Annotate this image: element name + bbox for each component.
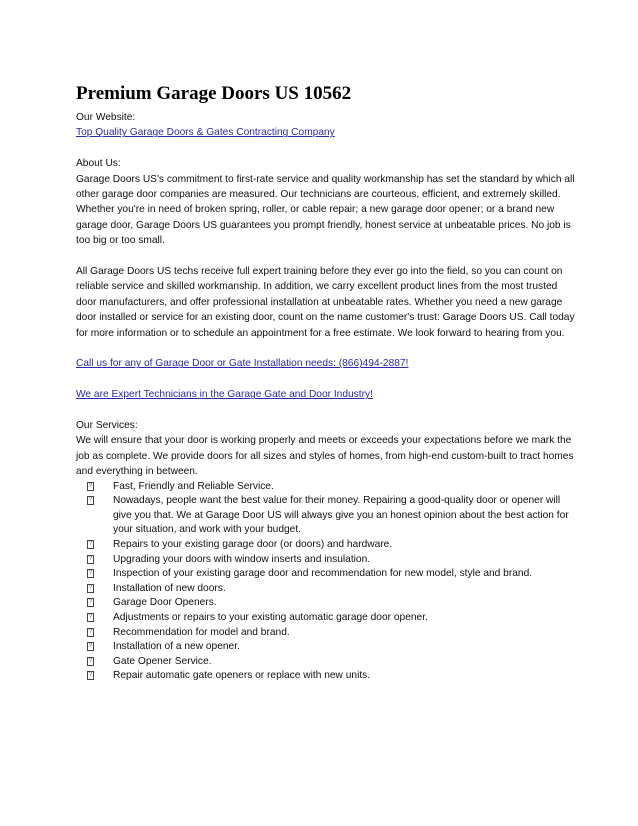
website-label: Our Website: — [76, 112, 136, 123]
experts-link[interactable]: We are Expert Technicians in the Garage Gate and Door Industry! — [76, 389, 373, 401]
missing-glyph-bullet-icon: ? — [88, 570, 93, 577]
spacer — [76, 403, 578, 418]
missing-glyph-bullet-icon: ? — [88, 482, 93, 489]
missing-glyph-bullet-icon: ? — [88, 628, 93, 635]
services-list — [76, 480, 578, 684]
service-item-text: Inspection of your existing garage door and recommendation for new model, style and brand. — [113, 568, 533, 580]
service-item — [88, 596, 578, 611]
about-paragraph-2: All Garage Doors US techs receive full expert training before they ever go into the field, so you can count on reliable service and skilled workmanship. In addition, we carry excellent product lines from the most trusted door manufacturers, and offer professional installation at unbeatable rates. Whether you need a new garage door installed or service for an existing door, count on the name customer's trust: Garage Doors US. Call today for more information or to schedule an appointment for a free estimate. We look forward to hearing from you. — [76, 266, 575, 339]
page-title: Premium Garage Doors US 10562 — [76, 83, 352, 104]
service-item-text: Installation of new doors. — [113, 582, 226, 594]
service-item-text: Upgrading your doors with window inserts and insulation. — [113, 553, 371, 565]
service-item — [88, 655, 578, 670]
missing-glyph-bullet-icon: ? — [88, 657, 93, 664]
service-item-text: Adjustments or repairs to your existing automatic garage door opener. — [113, 612, 428, 624]
service-item-text: Repair automatic gate openers or replace with new units. — [113, 670, 371, 682]
service-item — [88, 480, 578, 495]
website-link-line — [76, 125, 578, 140]
service-item — [88, 626, 578, 641]
about-paragraph-1: Garage Doors US's commitment to first-rate service and quality workmanship has set the standard by which all other garage door companies are measured. Our technicians are courteous, efficient, and extremely skilled. Whether you're in need of broken spring, roller, or cable repair; a new garage door opener; or a brand new garage door, Garage Doors US guarantees you prompt friendly, honest service at unbeatable prices. No job is too big or too small. — [76, 173, 575, 247]
call-link-line — [76, 356, 578, 371]
services-intro: We will ensure that your door is working properly and meets or exceeds your expectations before we mark the job as complete. We provide doors for all sizes and styles of homes, from high-end custom-built to tract homes and everything in between. — [76, 435, 574, 478]
spacer — [76, 141, 578, 156]
call-link[interactable]: Call us for any of Garage Door or Gate Installation needs: (866)494-2887! — [76, 358, 409, 370]
service-item-text: Garage Door Openers. — [113, 597, 217, 609]
service-item — [88, 611, 578, 626]
service-item — [88, 553, 578, 568]
website-link[interactable]: Top Quality Garage Doors & Gates Contracting Company — [76, 127, 335, 139]
service-item-text: Repairs to your existing garage door (or doors) and hardware. — [113, 539, 393, 551]
spacer — [76, 249, 578, 264]
service-item — [88, 582, 578, 597]
service-item-text: Fast, Friendly and Reliable Service. — [113, 480, 274, 492]
missing-glyph-bullet-icon: ? — [88, 643, 93, 650]
service-item-text: Recommendation for model and brand. — [113, 626, 290, 638]
service-item — [88, 567, 578, 582]
missing-glyph-bullet-icon: ? — [88, 497, 93, 504]
service-item-text: Gate Opener Service. — [113, 655, 212, 667]
spacer — [76, 341, 578, 356]
service-item-text: Nowadays, people want the best value for their money. Repairing a good-quality door or opener will give you that. We at Garage Door US will always give you an honest opinion about the best action for your situation, and work with your budget. — [113, 495, 569, 536]
missing-glyph-bullet-icon: ? — [88, 555, 93, 562]
service-item — [88, 494, 578, 538]
service-item — [88, 538, 578, 553]
spacer — [76, 372, 578, 387]
service-item — [88, 669, 578, 684]
missing-glyph-bullet-icon: ? — [88, 599, 93, 606]
experts-link-line — [76, 387, 578, 402]
missing-glyph-bullet-icon: ? — [88, 541, 93, 548]
missing-glyph-bullet-icon: ? — [88, 614, 93, 621]
service-item-text: Installation of a new opener. — [113, 641, 240, 653]
missing-glyph-bullet-icon: ? — [88, 672, 93, 679]
missing-glyph-bullet-icon: ? — [88, 584, 93, 591]
service-item — [88, 640, 578, 655]
about-label: About Us: — [76, 158, 121, 170]
services-label: Our Services: — [76, 420, 138, 432]
